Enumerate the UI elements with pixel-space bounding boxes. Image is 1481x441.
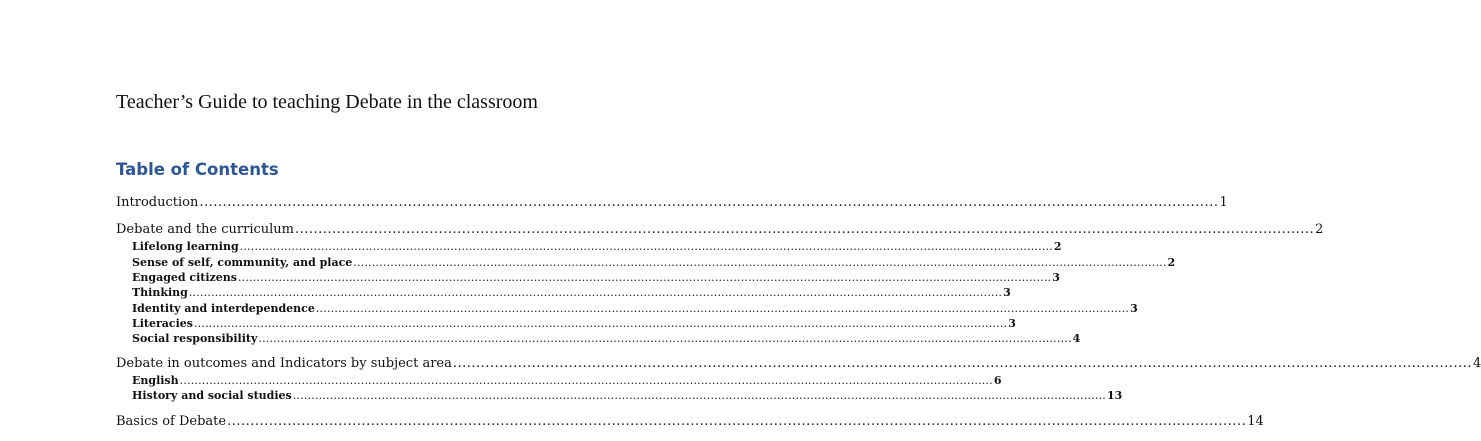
toc-entry-page: 6 [993, 374, 1002, 387]
toc-entry-page: 3 [1003, 286, 1011, 299]
toc-leader-dots: ............................................................................................................................................................................................................................ [315, 302, 1130, 315]
toc-leader-dots: ............................................................................................................................................................................................................................ [258, 332, 1072, 345]
toc-leader-dots: ............................................................................................................................................................................................................................ [199, 195, 1219, 210]
toc-entry-page: 2 [1315, 222, 1324, 237]
toc-entry-page: 14 [1247, 414, 1264, 429]
document-title: Teacher’s Guide to teaching Debate in the classroom [116, 91, 538, 113]
toc-entry-label: Debate and the curriculum [116, 222, 294, 237]
toc-entry-page: 2 [1167, 256, 1176, 269]
toc-entry-engaged-citizens[interactable] [116, 271, 1060, 284]
toc-entry-label: Social responsibility [132, 332, 258, 345]
toc-entry-label: Engaged citizens [132, 271, 237, 284]
toc-entry-page: 3 [1130, 302, 1138, 315]
toc-entry-page: 1 [1219, 195, 1228, 210]
toc-leader-dots: ............................................................................................................................................................................................................................ [292, 389, 1106, 402]
toc-entry-label: Sense of self, community, and place [132, 256, 353, 269]
toc-entry-page: 3 [1052, 271, 1060, 284]
toc-entry-lifelong-learning[interactable] [116, 240, 1062, 253]
toc-entry-label: Introduction [116, 195, 199, 210]
toc-entry-label: Basics of Debate [116, 414, 227, 429]
toc-leader-dots: ............................................................................................................................................................................................................................ [227, 414, 1247, 429]
toc-entry-page: 2 [1053, 240, 1062, 253]
toc-heading: Table of Contents [116, 160, 279, 179]
toc-entry-label: Debate in outcomes and Indicators by subject area [116, 356, 452, 371]
toc-entry-label: Thinking [132, 286, 188, 299]
toc-entry-label: Literacies [132, 317, 193, 330]
toc-entry-label: Identity and interdependence [132, 302, 315, 315]
toc-leader-dots: ............................................................................................................................................................................................................................ [188, 286, 1003, 299]
toc-entry-outcomes-indicators[interactable] [116, 356, 1481, 371]
toc-entry-label: Lifelong learning [132, 240, 239, 253]
toc-leader-dots: ............................................................................................................................................................................................................................ [237, 271, 1052, 284]
toc-leader-dots: ............................................................................................................................................................................................................................ [295, 222, 1315, 237]
toc-leader-dots: ............................................................................................................................................................................................................................ [353, 256, 1167, 269]
toc-entry-literacies[interactable] [116, 317, 1016, 330]
toc-entry-basics-of-debate[interactable] [116, 414, 1264, 429]
toc-entry-english[interactable] [116, 374, 1002, 387]
toc-entry-page: 4 [1072, 332, 1081, 345]
toc-leader-dots: ............................................................................................................................................................................................................................ [239, 240, 1053, 253]
toc-entry-identity[interactable] [116, 302, 1138, 315]
toc-entry-label: English [132, 374, 179, 387]
toc-entry-page: 13 [1106, 389, 1123, 402]
toc-entry-page: 3 [1008, 317, 1016, 330]
toc-entry-sense-of-self[interactable] [116, 256, 1176, 269]
toc-entry-thinking[interactable] [116, 286, 1011, 299]
toc-entry-label: History and social studies [132, 389, 292, 402]
toc-entry-introduction[interactable] [116, 195, 1228, 210]
toc-leader-dots: ............................................................................................................................................................................................................................ [193, 317, 1008, 330]
toc-leader-dots: ............................................................................................................................................................................................................................ [179, 374, 993, 387]
toc-entry-debate-and-curriculum[interactable] [116, 222, 1324, 237]
toc-leader-dots: ............................................................................................................................................................................................................................ [452, 356, 1472, 371]
toc-entry-page: 4 [1472, 356, 1481, 371]
toc-entry-social-responsibility[interactable] [116, 332, 1081, 345]
toc-entry-history-social-studies[interactable] [116, 389, 1123, 402]
